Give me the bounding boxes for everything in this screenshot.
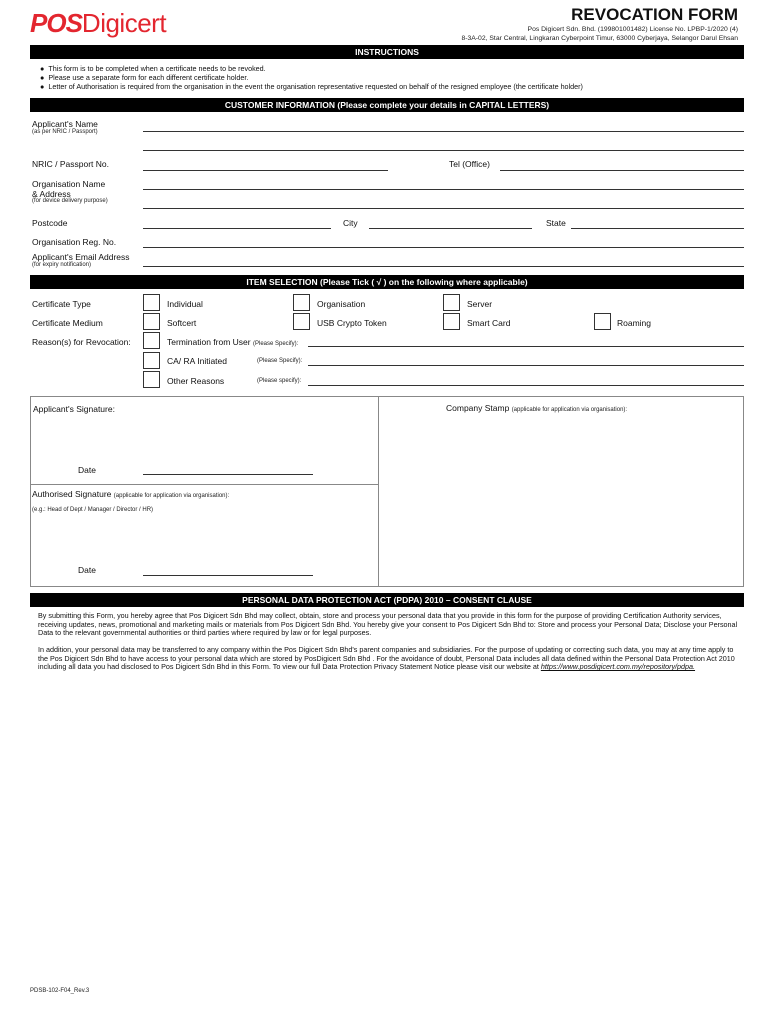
other-specify-field[interactable]	[308, 385, 744, 386]
usb-token-label: USB Crypto Token	[317, 318, 387, 328]
date-label-2: Date	[78, 565, 96, 575]
city-field[interactable]	[369, 228, 532, 229]
email-note: (for expiry notification)	[32, 262, 92, 268]
item-selection-heading: ITEM SELECTION (Please Tick ( √ ) on the following where applicable)	[30, 275, 744, 289]
other-specify-note: (Please specify):	[257, 378, 302, 384]
logo-pos-text: POS	[30, 8, 82, 38]
termination-specify-note: (Please Specify):	[252, 341, 299, 347]
form-code: PDSB-102-F04_Rev.3	[30, 988, 90, 994]
address-line: 8-3A-02, Star Central, Lingkaran Cyberpoint Timur, 63000 Cyberjaya, Selangor Darul Ehsan	[461, 35, 738, 42]
company-stamp-note: (applicable for application via organisation):	[511, 407, 628, 413]
logo	[30, 8, 166, 39]
logo-brand-text: Digicert	[81, 8, 167, 38]
pdpa-heading: PERSONAL DATA PROTECTION ACT (PDPA) 2010 – CONSENT CLAUSE	[30, 593, 744, 607]
server-label: Server	[467, 299, 493, 309]
nric-label: NRIC / Passport No.	[32, 159, 109, 169]
individual-checkbox[interactable]	[143, 294, 160, 311]
roaming-checkbox[interactable]	[594, 313, 611, 330]
date-field-1[interactable]	[143, 474, 313, 475]
other-reasons-label: Other Reasons	[167, 376, 225, 386]
organisation-checkbox[interactable]	[293, 294, 310, 311]
company-line: Pos Digicert Sdn. Bhd. (199801001482) License No. LPBP-1/2020 (4)	[527, 26, 738, 33]
applicant-name-field-2[interactable]	[143, 150, 744, 151]
applicant-name-field[interactable]	[143, 131, 744, 132]
postcode-field[interactable]	[143, 228, 331, 229]
softcert-label: Softcert	[167, 318, 197, 328]
reasons-label: Reason(s) for Revocation:	[32, 337, 131, 347]
org-address-field[interactable]	[143, 208, 744, 209]
server-checkbox[interactable]	[443, 294, 460, 311]
date-label-1: Date	[78, 465, 96, 475]
tel-field[interactable]	[500, 170, 744, 171]
termination-specify-field[interactable]	[308, 346, 744, 347]
postcode-label: Postcode	[32, 218, 68, 228]
usb-token-checkbox[interactable]	[293, 313, 310, 330]
email-field[interactable]	[143, 266, 744, 267]
authorised-signature-label: Authorised Signature (applicable for application via organisation):	[32, 489, 230, 499]
date-field-2[interactable]	[143, 575, 313, 576]
company-stamp-label: Company Stamp (applicable for application via organisation):	[446, 403, 628, 413]
form-title: REVOCATION FORM	[571, 5, 738, 24]
email-label: Applicant's Email Address	[32, 252, 130, 262]
applicant-name-label: Applicant's Name	[32, 119, 98, 129]
smart-card-checkbox[interactable]	[443, 313, 460, 330]
ca-ra-label: CA/ RA Initiated	[167, 356, 228, 366]
org-reg-field[interactable]	[143, 247, 744, 248]
city-label: City	[343, 218, 358, 228]
org-note: (for device delivery purpose)	[32, 198, 108, 204]
state-label: State	[546, 218, 566, 228]
roaming-label: Roaming	[617, 318, 652, 328]
org-reg-label: Organisation Reg. No.	[32, 237, 117, 247]
termination-checkbox[interactable]	[143, 332, 160, 349]
instructions-heading: INSTRUCTIONS	[30, 45, 744, 59]
instruction-item: ● Letter of Authorisation is required from the organisation in the event the organisation representative requested on behalf of the resigned employee (the certificate holder)	[40, 82, 583, 91]
cert-medium-label: Certificate Medium	[32, 318, 103, 328]
tel-label: Tel (Office)	[449, 159, 490, 169]
state-field[interactable]	[571, 228, 744, 229]
termination-label: Termination from User (Please Specify):	[167, 337, 299, 347]
applicant-name-note: (as per NRIC / Passport)	[32, 129, 98, 135]
instructions-list	[40, 64, 583, 91]
smart-card-label: Smart Card	[467, 318, 511, 328]
authorised-eg-note: (e.g.: Head of Dept / Manager / Director / HR)	[32, 507, 154, 513]
instruction-item: ● This form is to be completed when a certificate needs to be revoked.	[40, 64, 266, 73]
pdpa-paragraph-1: By submitting this Form, you hereby agree that Pos Digicert Sdn Bhd may collect, obtain, store and process your personal data that you provide in this form for the purpose of providing Certification Authority services, receiving updates, news, promotional and marketing mails or materials from Pos Digicert Sdn Bhd. You hereby give your consent to Pos Digicert Sdn Bhd to: Store and process your Personal Data; Disclose your Personal Data to the relevant governmental authorities or third parties where required by law or for legal purposes.	[38, 611, 738, 638]
organisation-label: Organisation	[317, 299, 366, 309]
ca-ra-checkbox[interactable]	[143, 352, 160, 369]
cert-type-label: Certificate Type	[32, 299, 91, 309]
applicant-signature-label: Applicant's Signature:	[33, 404, 115, 414]
ca-ra-specify-note: (Please Specify):	[257, 358, 303, 364]
signature-hdivider	[30, 484, 379, 485]
authorised-note: (applicable for application via organisation):	[113, 493, 230, 499]
ca-ra-specify-field[interactable]	[308, 365, 744, 366]
signature-divider	[378, 396, 379, 587]
org-name-label: Organisation Name	[32, 179, 106, 189]
other-reasons-checkbox[interactable]	[143, 371, 160, 388]
pdpa-link[interactable]: https://www.posdigicert.com.my/repository/pdpa.	[540, 662, 696, 672]
nric-field[interactable]	[143, 170, 388, 171]
softcert-checkbox[interactable]	[143, 313, 160, 330]
instruction-item: ● Please use a separate form for each different certificate holder.	[40, 73, 249, 82]
individual-label: Individual	[167, 299, 203, 309]
org-name-field[interactable]	[143, 189, 744, 190]
customer-heading: CUSTOMER INFORMATION (Please complete your details in CAPITAL LETTERS)	[30, 98, 744, 112]
pdpa-paragraph-2: In addition, your personal data may be transferred to any company within the Pos Digicert Sdn Bhd's parent companies and subsidiaries. For the purpose of updating or correcting such data, you may at any time apply to the Pos Digicert Sdn Bhd to have access to your personal data which are stored by PosDigicert Sdn Bhd . For the avoidance of doubt, Personal Data includes all data defined within the Personal Data Protection Act 2010 including all data you had disclosed to Pos Digicert Sdn Bhd in this Form. To view our full Data Protection Privacy Statement Notice please visit our website at https://www.posdigicert.com.my/repository/pdpa.	[38, 645, 735, 672]
org-address-label: & Address	[32, 189, 71, 199]
